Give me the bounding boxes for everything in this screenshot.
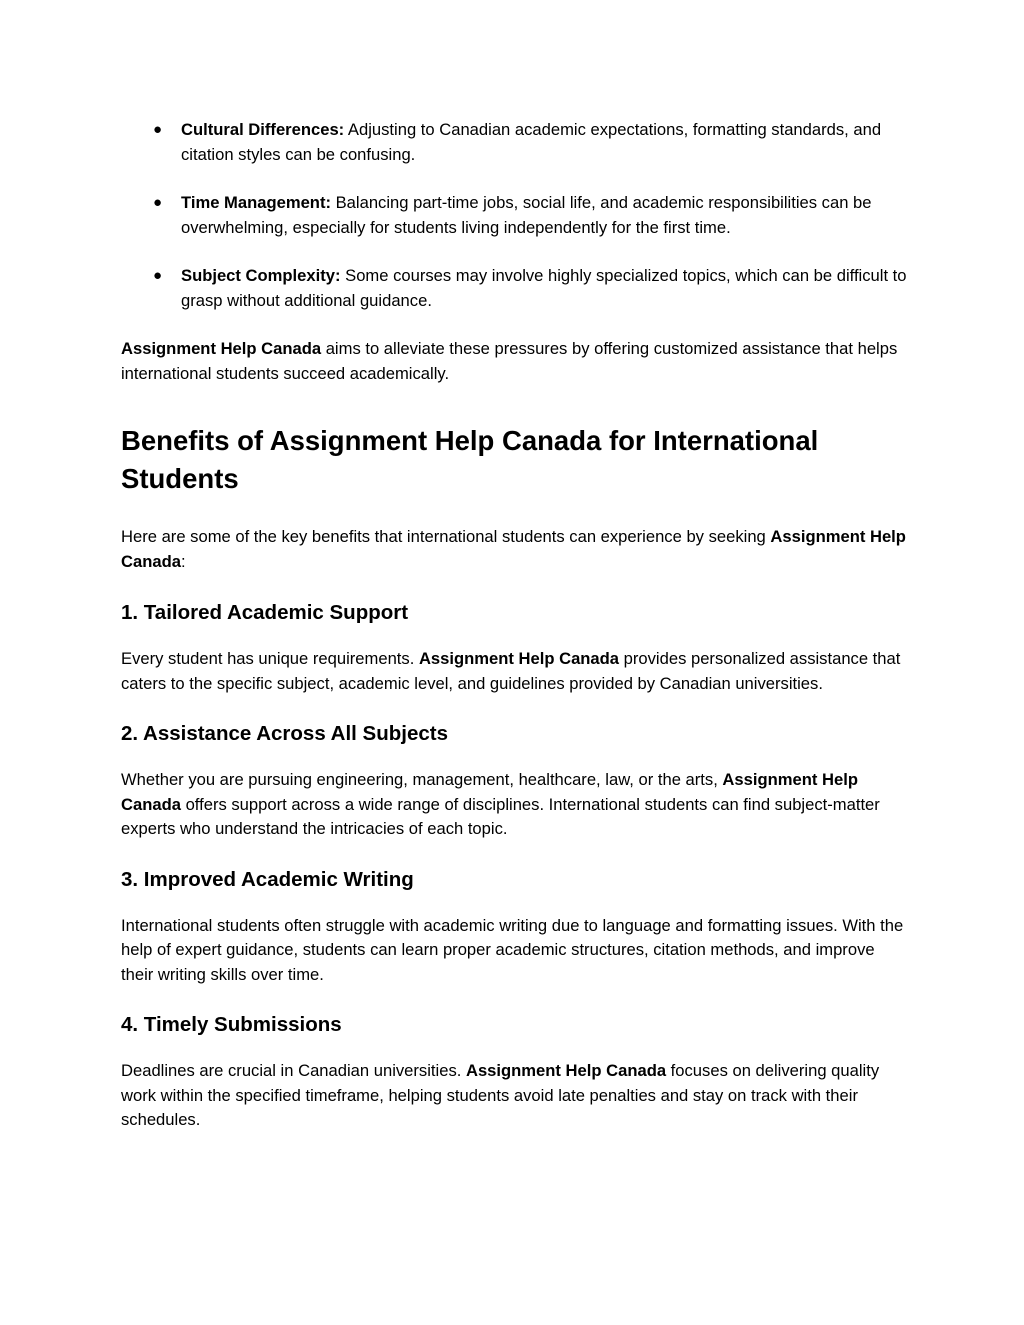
- paragraph-tail: :: [180, 551, 186, 571]
- section-paragraph: [121, 914, 911, 988]
- bullet-term: Subject Complexity:: [181, 266, 341, 285]
- bullet-term: Time Management:: [181, 193, 331, 212]
- lead-paragraph: [121, 525, 911, 574]
- bullet-text: Balancing part-time jobs, social life, and academic responsibilities can be overwhelming, especially for students living independently for the first time.: [181, 193, 872, 237]
- subheading-tailored-support: 1. Tailored Academic Support: [121, 601, 409, 624]
- section-paragraph: [121, 768, 911, 842]
- paragraph-text: Deadlines are crucial in Canadian universities.: [121, 1061, 466, 1080]
- section-heading: Benefits of Assignment Help Canada for International Students: [121, 425, 819, 494]
- list-item: [121, 191, 911, 240]
- bullet-icon: ●: [153, 267, 163, 284]
- intro-paragraph: [121, 337, 911, 386]
- paragraph-text: Whether you are pursuing engineering, management, healthcare, law, or the arts,: [121, 770, 723, 789]
- brand-name: Assignment Help Canada: [418, 649, 620, 668]
- subheading-academic-writing: 3. Improved Academic Writing: [121, 867, 414, 891]
- subheading-timely-submissions: 4. Timely Submissions: [121, 1013, 342, 1036]
- paragraph-text: Every student has unique requirements.: [121, 649, 419, 668]
- paragraph-text: provides personalized assistance that caters to the specific subject, academic level, and guidelines provided by Canadian universities.: [121, 649, 901, 693]
- bullet-text: Adjusting to Canadian academic expectations, formatting standards, and citation styles can be confusing.: [181, 120, 882, 164]
- section-paragraph: [121, 647, 911, 696]
- bullet-icon: ●: [153, 121, 163, 138]
- paragraph-text: focuses on delivering quality work within the specified timeframe, helping students avoid late penalties and stay on track with their schedules.: [121, 1061, 880, 1129]
- subheading-all-subjects: 2. Assistance Across All Subjects: [121, 722, 448, 745]
- brand-name: Assignment Help Canada: [121, 339, 322, 358]
- challenges-list: [121, 118, 911, 313]
- bullet-icon: ●: [153, 194, 163, 211]
- document-body: [121, 118, 911, 1133]
- brand-name: Assignment Help Canada: [465, 1061, 667, 1080]
- paragraph-text: offers support across a wide range of disciplines. International students can find subject-matter experts who understand the intricacies of each topic.: [121, 794, 880, 838]
- bullet-term: Cultural Differences:: [181, 120, 345, 139]
- paragraph-text: aims to alleviate these pressures by offering customized assistance that helps international students succeed academically.: [121, 339, 898, 383]
- list-item: [121, 118, 911, 167]
- list-item: [121, 264, 911, 313]
- paragraph-text: Here are some of the key benefits that international students can experience by seeking: [121, 527, 771, 546]
- brand-name: Assignment Help Canada: [121, 527, 906, 571]
- paragraph-text: International students often struggle with academic writing due to language and formatting issues. With the help of expert guidance, students can learn proper academic structures, citation methods, and improve their writing skills over time.: [121, 915, 904, 984]
- bullet-text: Some courses may involve highly specialized topics, which can be difficult to grasp without additional guidance.: [181, 266, 907, 310]
- section-paragraph: [121, 1059, 911, 1133]
- brand-name: Assignment Help Canada: [121, 770, 858, 814]
